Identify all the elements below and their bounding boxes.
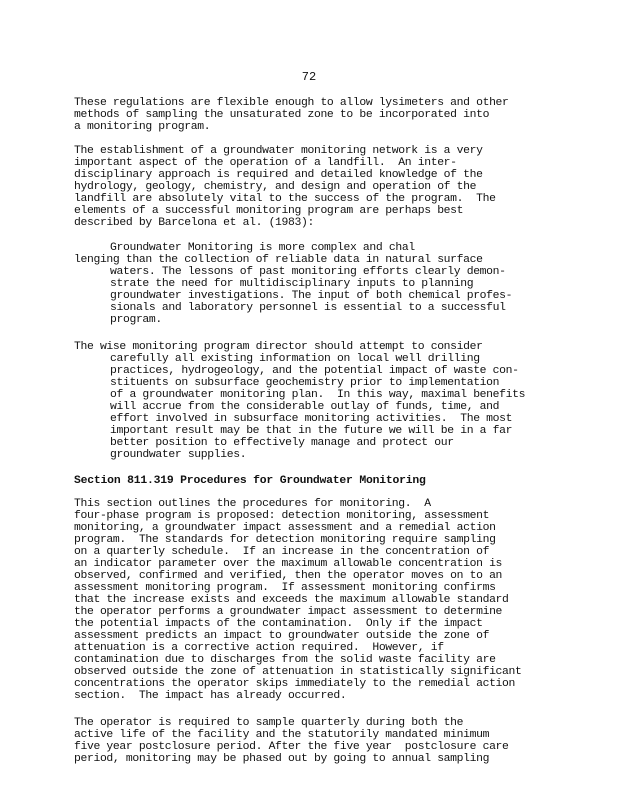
body-line: monitoring, a groundwater impact assessment and a remedial action — [74, 522, 496, 534]
quote-line: will accrue from the considerable outlay of funds, time, and — [110, 401, 500, 413]
body-line: These regulations are flexible enough to allow lysimeters and other — [74, 97, 509, 109]
quote-line: better position to effectively manage and protect our — [110, 437, 454, 449]
quote-line: groundwater investigations. The input of both chemical profes- — [110, 290, 513, 302]
body-line: contamination due to discharges from the solid waste facility are — [74, 654, 496, 666]
body-line: disciplinary approach is required and detailed knowledge of the — [74, 169, 483, 181]
body-line: assessment monitoring program. If assessment monitoring confirms — [74, 582, 496, 594]
quote-line: effort involved in subsurface monitoring activities. The most — [110, 413, 513, 425]
body-line: assessment predicts an impact to groundwater outside the zone of — [74, 630, 490, 642]
quote-line: important result may be that in the future we will be in a far — [110, 425, 513, 437]
body-line: concentrations the operator skips immediately to the remedial action — [74, 678, 516, 690]
body-line: important aspect of the operation of a landfill. An inter- — [74, 157, 457, 169]
body-line: methods of sampling the unsaturated zone to be incorporated into — [74, 109, 490, 121]
quote-line: The wise monitoring program director should attempt to consider — [74, 341, 483, 353]
body-line: period, monitoring may be phased out by going to annual sampling — [74, 753, 490, 765]
body-line: four-phase program is proposed: detection monitoring, assessment — [74, 510, 490, 522]
quote-line: practices, hydrogeology, and the potential impact of waste con- — [110, 365, 519, 377]
body-line: This section outlines the procedures for monitoring. A — [74, 498, 431, 510]
body-line: a monitoring program. — [74, 121, 211, 133]
quote-line: of a groundwater monitoring plan. In this way, maximal benefits — [110, 389, 526, 401]
body-line: active life of the facility and the statutorily mandated minimum — [74, 729, 490, 741]
body-line: on a quarterly schedule. If an increase in the concentration of — [74, 546, 490, 558]
body-line: observed outside the zone of attenuation in statistically significant — [74, 666, 522, 678]
body-line: an indicator parameter over the maximum allowable concentration is — [74, 558, 503, 570]
body-line: section. The impact has already occurred. — [74, 690, 347, 702]
body-line: elements of a successful monitoring program are perhaps best — [74, 205, 464, 217]
body-line: The establishment of a groundwater monitoring network is a very — [74, 145, 483, 157]
quote-line: groundwater supplies. — [110, 449, 247, 461]
quote-line: lenging than the collection of reliable data in natural surface — [74, 254, 483, 266]
quote-line: carefully all existing information on local well drilling — [110, 353, 480, 365]
body-line: described by Barcelona et al. (1983): — [74, 217, 314, 229]
body-line: The operator is required to sample quarterly during both the — [74, 717, 464, 729]
quote-line: stituents on subsurface geochemistry prior to implementation — [110, 377, 500, 389]
body-line: landfill are absolutely vital to the success of the program. The — [74, 193, 496, 205]
body-line: hydrology, geology, chemistry, and design and operation of the — [74, 181, 477, 193]
body-line: attenuation is a corrective action required. However, if — [74, 642, 444, 654]
body-line: program. The standards for detection monitoring require sampling — [74, 534, 496, 546]
section-heading: Section 811.319 Procedures for Groundwater Monitoring — [74, 475, 426, 487]
quote-line: strate the need for multidisciplinary inputs to planning — [110, 278, 474, 290]
quote-line: Groundwater Monitoring is more complex and chal — [110, 242, 415, 254]
page-number: 72 — [301, 70, 317, 84]
body-line: that the increase exists and exceeds the maximum allowable standard — [74, 594, 509, 606]
quote-line: waters. The lessons of past monitoring efforts clearly demon- — [110, 266, 506, 278]
body-line: the operator performs a groundwater impact assessment to determine — [74, 606, 503, 618]
quote-line: program. — [110, 314, 162, 326]
quote-line: sionals and laboratory personnel is essential to a successful — [110, 302, 506, 314]
body-line: observed, confirmed and verified, then the operator moves on to an — [74, 570, 503, 582]
body-line: the potential impacts of the contamination. Only if the impact — [74, 618, 483, 630]
body-line: five year postclosure period. After the five year postclosure care — [74, 741, 509, 753]
